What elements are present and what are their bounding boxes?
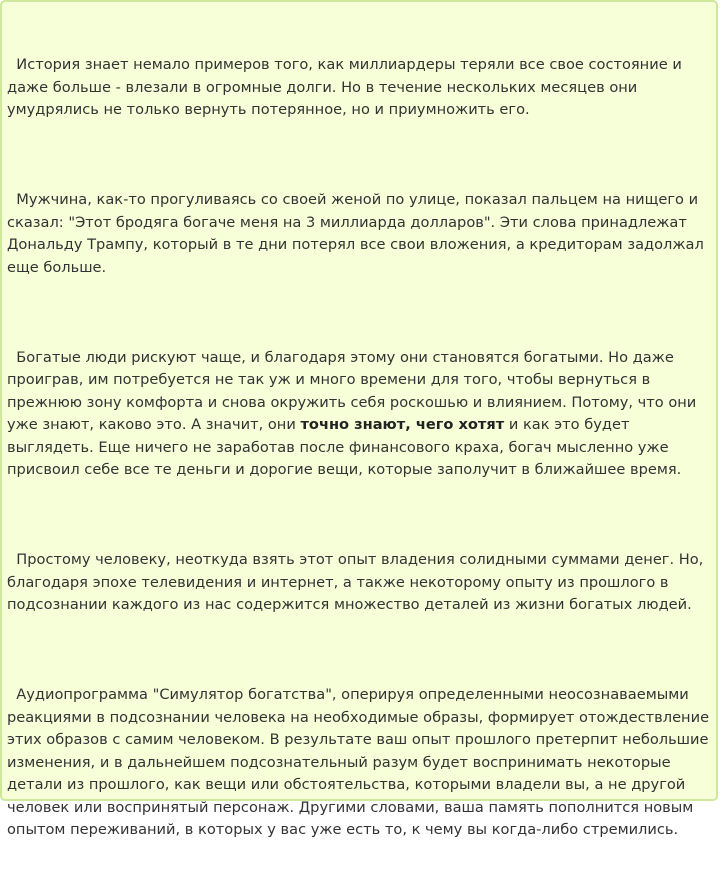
article-text (7, 9, 719, 887)
emphasis-text: точно знают, чего хотят (300, 416, 505, 433)
paragraph-3-lead: Богатые люди рискуют чаще, и благодаря этому они становятся богатыми. Но даже проиграв, им потребуется не так уж и много времени для того, чтобы вернуться в прежнюю зону комфорта и снова окружить себя роскошью и влиянием. Потому, что они уже знают, каково это. А значит, они (7, 348, 701, 433)
paragraph-3-tail: и как это будет выглядеть. Еще ничего не заработав после финансового краха, богач мысленно уже присвоил себе все те деньги и дорогие вещи, которые заполучит в ближайшее время. (7, 416, 682, 478)
paragraph-4: Простому человеку, неоткуда взять этот опыт владения солидными суммами денег. Но, благодаря эпохе телевидения и интернет, а также некоторому опыту из прошлого в подсознании каждого из нас содержится множество деталей из жизни богатых людей. (7, 551, 708, 613)
paragraph-3 (7, 347, 719, 482)
paragraph-5: Аудиопрограмма "Симулятор богатства", оперируя определенными неосознаваемыми реакциями в подсознании человека на необходимые образы, формирует отождествление этих образов с самим человеком. В результате ваш опыт прошлого претерпит небольшие изменения, и в дальнейшем подсознательный разум будет воспринимать некоторые детали из прошлого, как вещи или обстоятельства, которыми владели вы, а не другой человек или воспринятый персонаж. Другими словами, ваша память пополнится новым опытом переживаний, в которых у вас уже есть то, к чему вы когда-либо стремились. (7, 686, 714, 838)
paragraph-1: История знает немало примеров того, как миллиардеры теряли все свое состояние и даже больше - влезали в огромные долги. Но в течение нескольких месяцев они умудрялись не только вернуть потерянное, но и приумножить его. (7, 56, 687, 118)
paragraph-2: Мужчина, как-то прогуливаясь со своей женой по улице, показал пальцем на нищего и сказал: "Этот бродяга богаче меня на 3 миллиарда долларов". Эти слова принадлежат Дональду Трампу, который в те дни потерял все свои вложения, а кредиторам задолжал еще больше. (7, 191, 709, 276)
